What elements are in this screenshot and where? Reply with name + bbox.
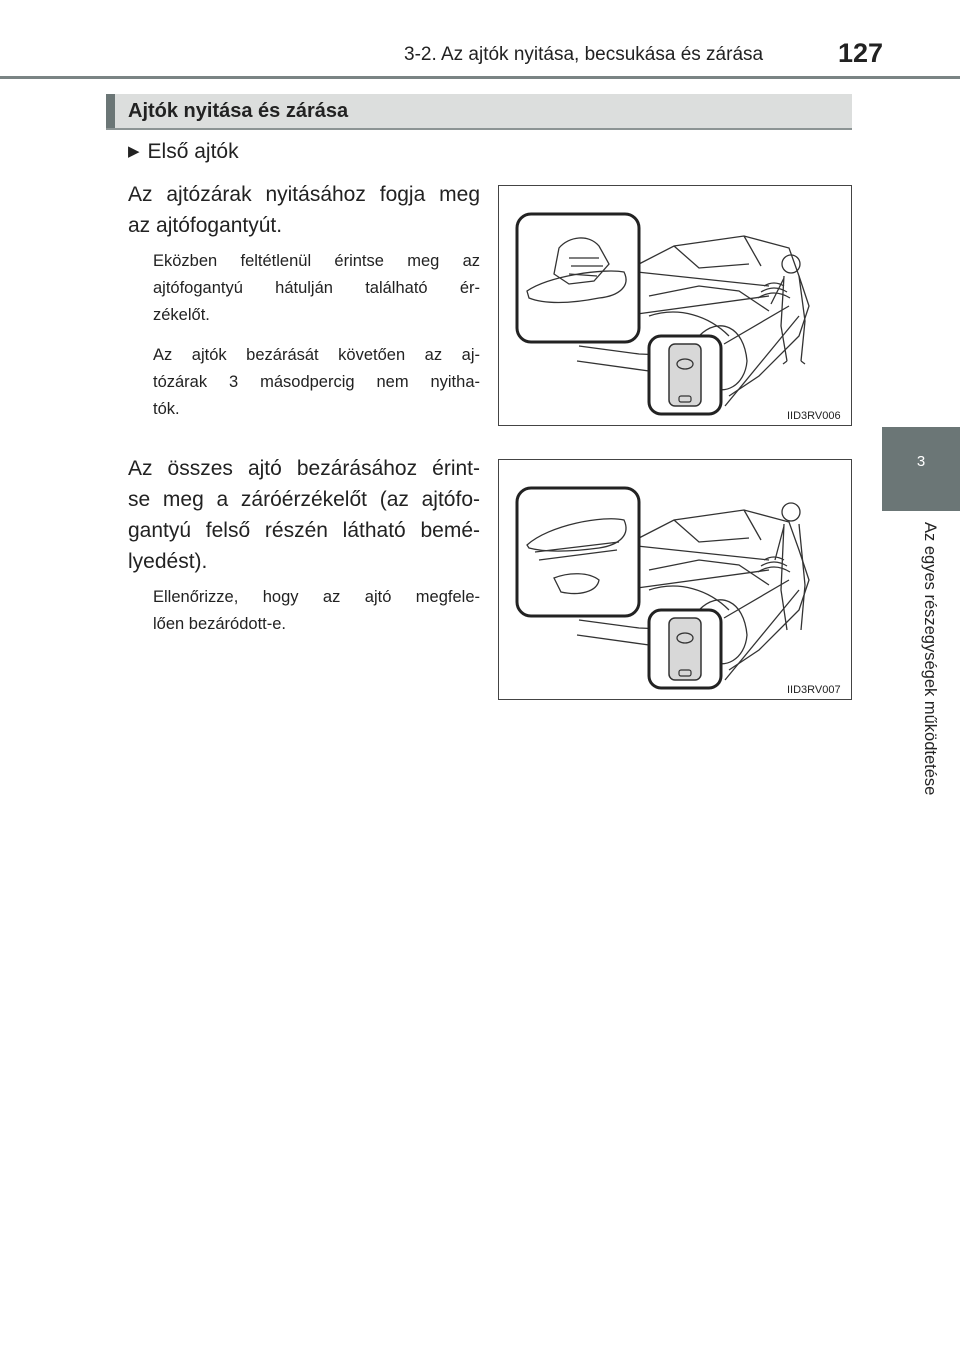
text-line: gantyú felső részén látható bemé- [128, 519, 480, 542]
text-line: az ajtófogantyút. [128, 214, 283, 237]
lock-instruction [128, 453, 480, 577]
text-line: Az ajtók bezárását követően az aj- [153, 346, 480, 364]
chapter-side-title: Az egyes részegységek működtetése [921, 522, 939, 796]
text-line: Eközben feltétlenül érintse meg az [153, 252, 480, 270]
text-line: tók. [153, 400, 180, 418]
unlock-instruction [128, 179, 480, 241]
car-door-lock-illustration [499, 460, 851, 699]
text-line: zékelőt. [153, 306, 210, 324]
page-number: 127 [838, 38, 884, 68]
text-line: tózárak 3 másodpercig nem nyitha- [153, 373, 480, 391]
car-door-unlock-illustration [499, 186, 851, 425]
text-line: ajtófogantyú hátulján található ér- [153, 279, 480, 297]
chapter-header: 3-2. Az ajtók nyitása, becsukása és zárása [404, 44, 764, 65]
text-line: lően bezáródott-e. [153, 615, 287, 633]
lock-note [153, 584, 480, 638]
text-line: Ellenőrizze, hogy az ajtó megfele- [153, 588, 480, 606]
sub-heading-text: Első ajtók [147, 140, 239, 163]
text-line: Az ajtózárak nyitásához fogja meg [128, 183, 480, 206]
chapter-number: 3 [916, 453, 926, 470]
figure-code: IID3RV006 [787, 410, 841, 422]
triangle-bullet-icon: ▶ [128, 143, 140, 160]
section-accent [106, 94, 115, 128]
figure-unlock-illustration [498, 185, 852, 426]
section-heading-bar [106, 94, 852, 130]
section-title: Ajtók nyitása és zárása [128, 100, 349, 122]
header-rule [0, 76, 960, 79]
text-line: Az összes ajtó bezárásához érint- [128, 457, 480, 480]
unlock-note [153, 248, 480, 329]
sub-heading [128, 140, 239, 164]
text-line: lyedést). [128, 550, 208, 573]
chapter-side-tab [882, 427, 960, 511]
figure-lock-illustration [498, 459, 852, 700]
figure-code: IID3RV007 [787, 684, 841, 696]
lock-delay-note [153, 342, 480, 423]
text-line: se meg a záróérzékelőt (az ajtófo- [128, 488, 480, 511]
